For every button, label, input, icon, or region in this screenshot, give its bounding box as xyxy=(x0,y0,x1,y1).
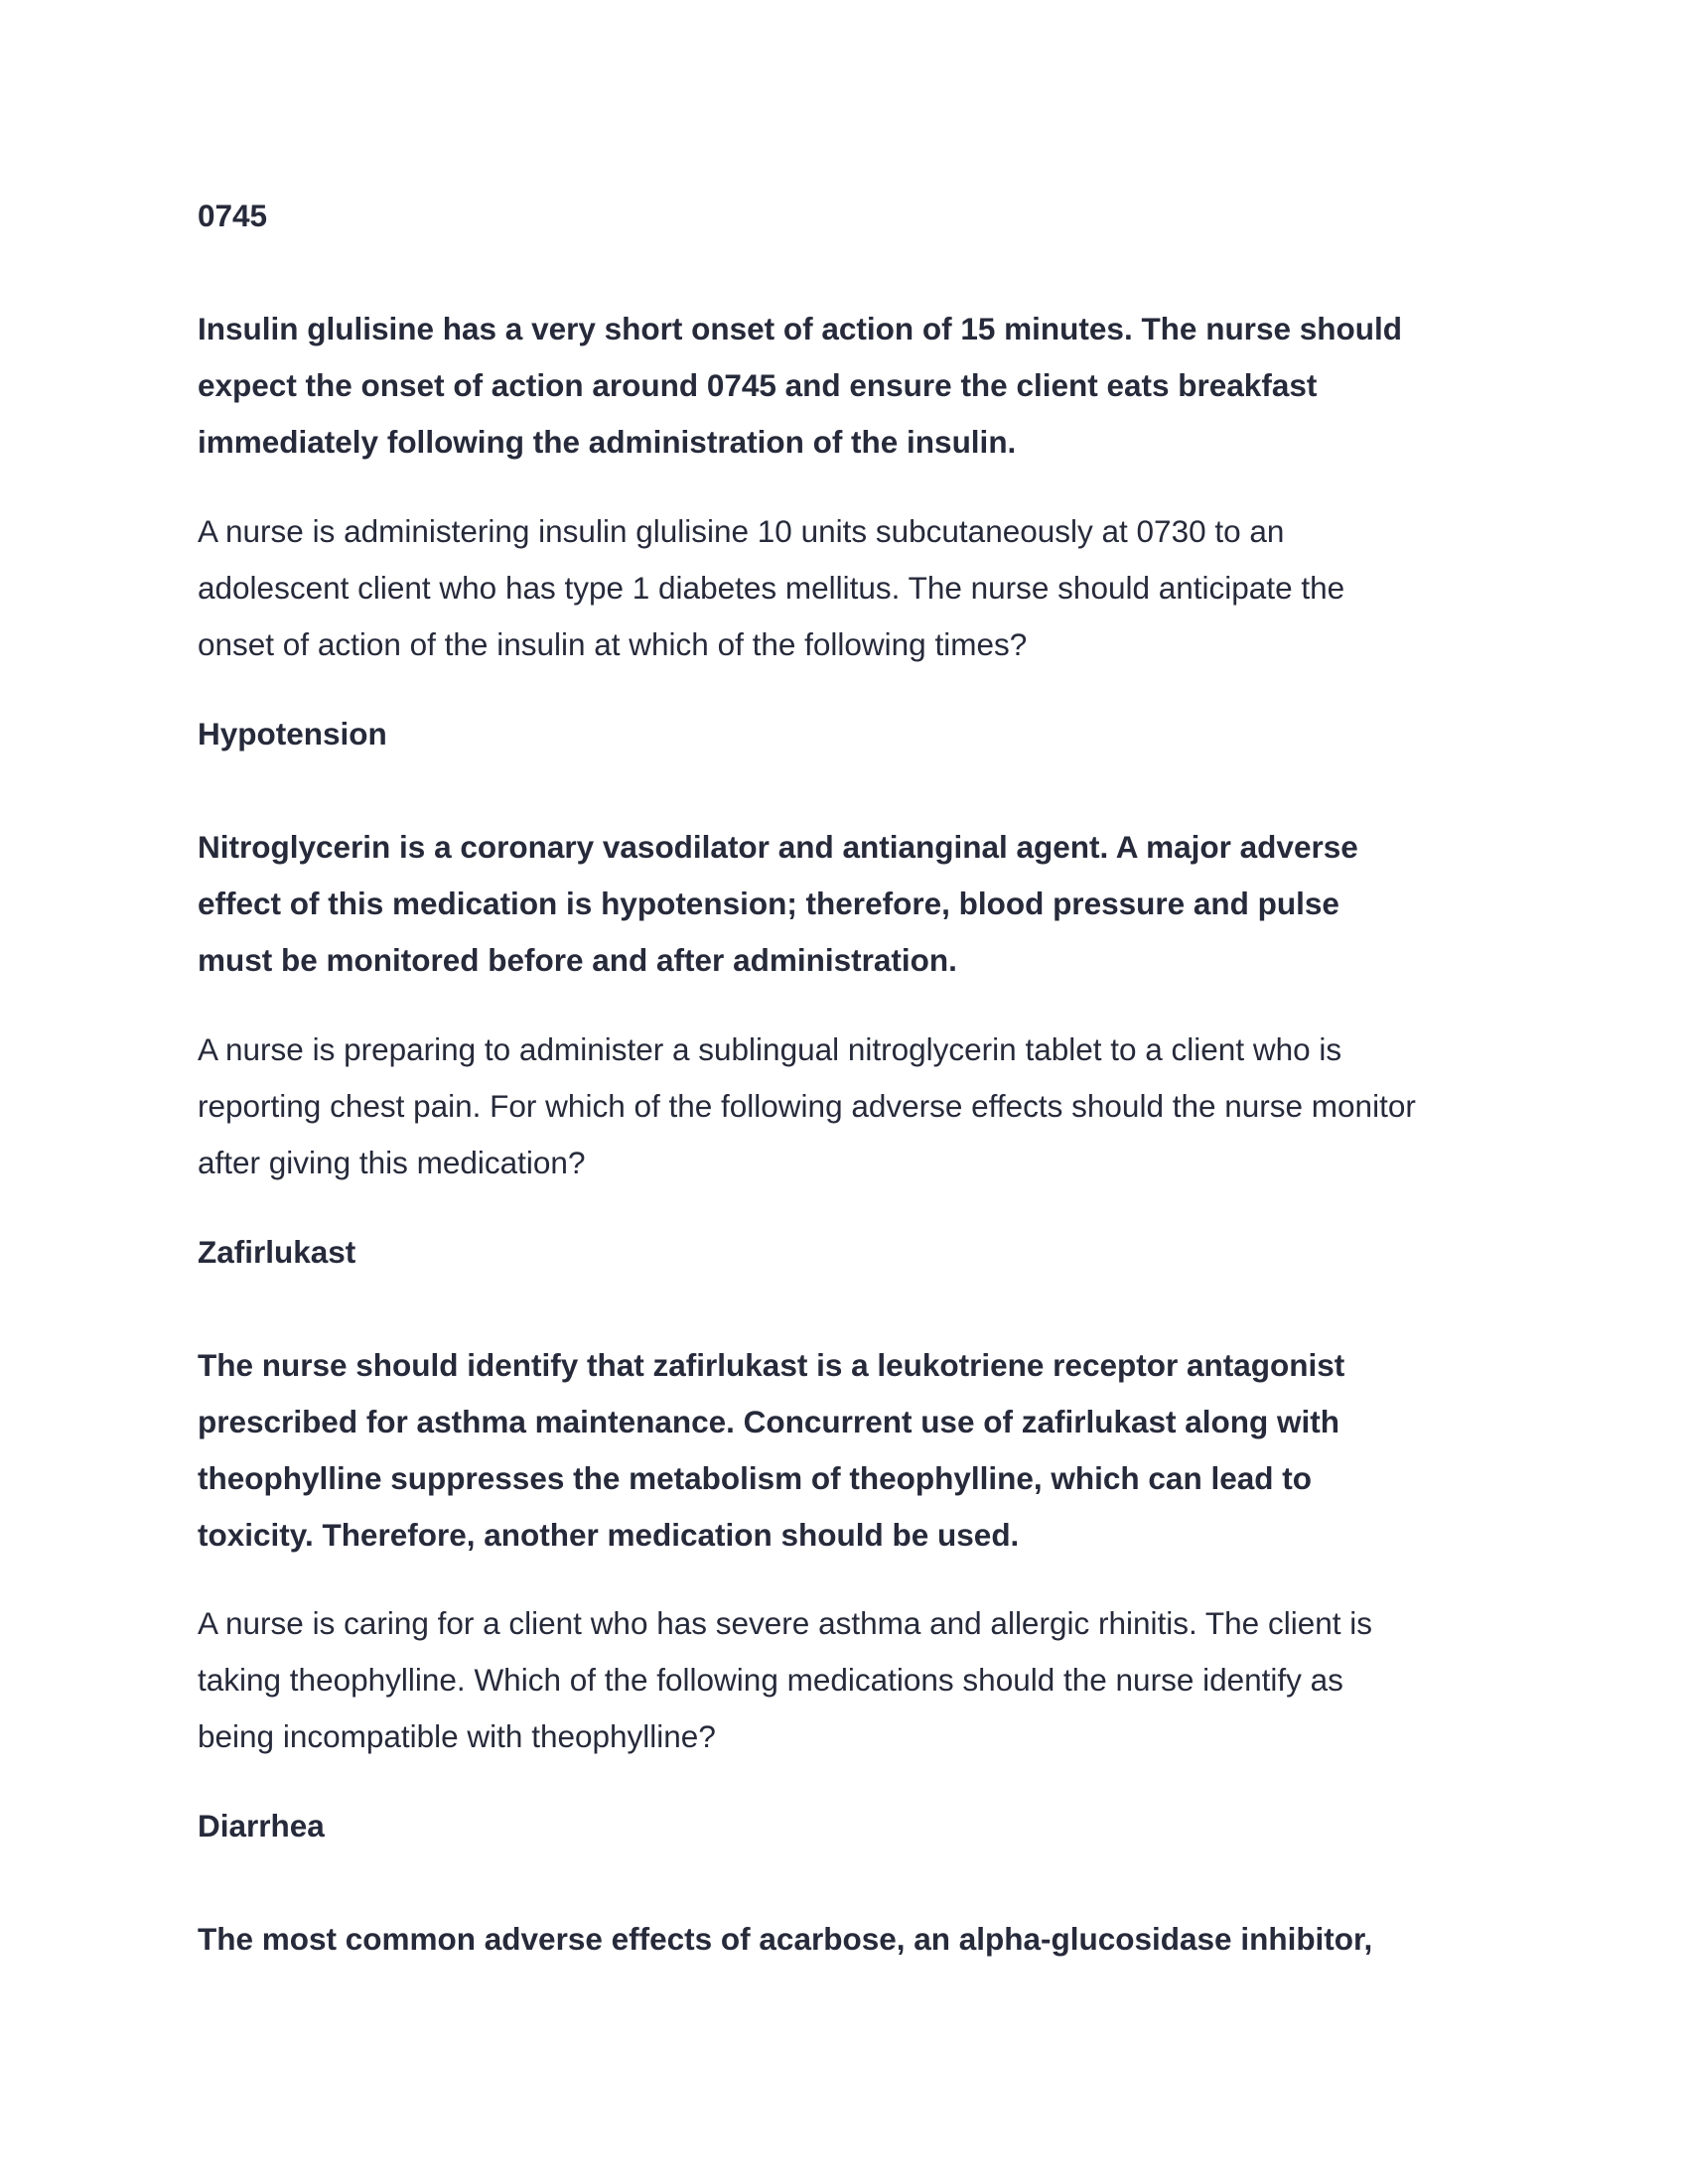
text-line: adolescent client who has type 1 diabetes mellitus. The nurse should anticipate the xyxy=(198,570,1345,606)
text-line: after giving this medication? xyxy=(198,1145,586,1180)
rationale-nitroglycerin xyxy=(198,819,1508,989)
text-line: toxicity. Therefore, another medication should be used. xyxy=(198,1517,1020,1553)
text-line: Nitroglycerin is a coronary vasodilator and antianginal agent. A major adverse xyxy=(198,829,1358,865)
answer-zafirlukast xyxy=(198,1224,1508,1281)
text-line: The nurse should identify that zafirlukast is a leukotriene receptor antagonist xyxy=(198,1347,1345,1383)
question-theophylline xyxy=(198,1595,1508,1765)
text-line: taking theophylline. Which of the following medications should the nurse identify as xyxy=(198,1662,1343,1698)
rationale-insulin xyxy=(198,301,1508,471)
text-line: A nurse is preparing to administer a sublingual nitroglycerin tablet to a client who is xyxy=(198,1031,1342,1067)
text-line: 0745 xyxy=(198,198,268,233)
text-line: prescribed for asthma maintenance. Concurrent use of zafirlukast along with xyxy=(198,1404,1339,1439)
answer-diarrhea xyxy=(198,1798,1508,1854)
question-insulin xyxy=(198,503,1508,673)
text-line: effect of this medication is hypotension; therefore, blood pressure and pulse xyxy=(198,886,1339,921)
answer-0745 xyxy=(198,188,1508,244)
text-line: reporting chest pain. For which of the following adverse effects should the nurse monitor xyxy=(198,1088,1416,1124)
text-line: Diarrhea xyxy=(198,1808,325,1843)
text-line: expect the onset of action around 0745 and ensure the client eats breakfast xyxy=(198,367,1318,403)
text-line: immediately following the administration of the insulin. xyxy=(198,424,1017,460)
rationale-zafirlukast xyxy=(198,1337,1508,1564)
text-line: being incompatible with theophylline? xyxy=(198,1718,716,1754)
text-line: Insulin glulisine has a very short onset of action of 15 minutes. The nurse should xyxy=(198,311,1402,346)
text-line: The most common adverse effects of acarbose, an alpha-glucosidase inhibitor, xyxy=(198,1921,1373,1957)
text-line: must be monitored before and after administration. xyxy=(198,942,957,978)
text-line: theophylline suppresses the metabolism of theophylline, which can lead to xyxy=(198,1460,1312,1496)
answer-hypotension xyxy=(198,706,1508,762)
rationale-acarbose xyxy=(198,1911,1508,1968)
text-line: Hypotension xyxy=(198,716,387,751)
text-line: A nurse is administering insulin glulisine 10 units subcutaneously at 0730 to an xyxy=(198,513,1285,549)
text-line: Zafirlukast xyxy=(198,1234,356,1270)
question-nitroglycerin xyxy=(198,1022,1508,1191)
text-line: onset of action of the insulin at which of the following times? xyxy=(198,626,1028,662)
text-line: A nurse is caring for a client who has severe asthma and allergic rhinitis. The client is xyxy=(198,1605,1372,1641)
